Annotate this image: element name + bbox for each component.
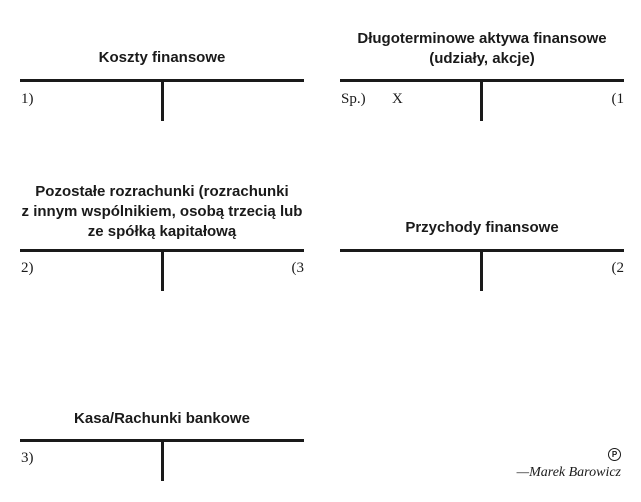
illustrator-credit: —Marek Barowicz — [516, 465, 621, 480]
t-account-vertical-line — [161, 79, 164, 121]
debit-entry: 3) — [21, 450, 34, 466]
credit-entry: (2 — [611, 260, 624, 276]
t-account-vertical-line — [161, 439, 164, 481]
account-title: Przychody finansowe — [405, 219, 559, 236]
credit-entry: (1 — [611, 91, 624, 107]
debit-entry: 1) — [21, 91, 34, 107]
account-koszty-finansowe — [20, 0, 304, 122]
account-przychody-finansowe — [340, 170, 624, 292]
account-title: Kasa/Rachunki bankowe — [74, 410, 250, 427]
credit-entry: (3 — [291, 260, 304, 276]
debit-entry-opening-balance: Sp.) — [341, 91, 366, 107]
publisher-mark-icon: P — [608, 448, 621, 461]
account-pozostale-rozrachunki — [20, 170, 304, 292]
account-dlugoterminowe-aktywa-finansowe — [340, 0, 624, 122]
debit-entry: X — [392, 91, 403, 107]
account-title: Długoterminowe aktywa finansowe (udziały, akcje) — [357, 30, 607, 67]
debit-entry: 2) — [21, 260, 34, 276]
account-kasa-rachunki-bankowe — [20, 360, 304, 482]
account-title: Pozostałe rozrachunki (rozrachunki z innym wspólnikiem, osobą trzecią lub ze spółką kapitałową — [21, 183, 303, 240]
account-title: Koszty finansowe — [98, 49, 226, 66]
t-account-vertical-line — [480, 249, 483, 291]
t-account-vertical-line — [161, 249, 164, 291]
t-account-vertical-line — [480, 79, 483, 121]
